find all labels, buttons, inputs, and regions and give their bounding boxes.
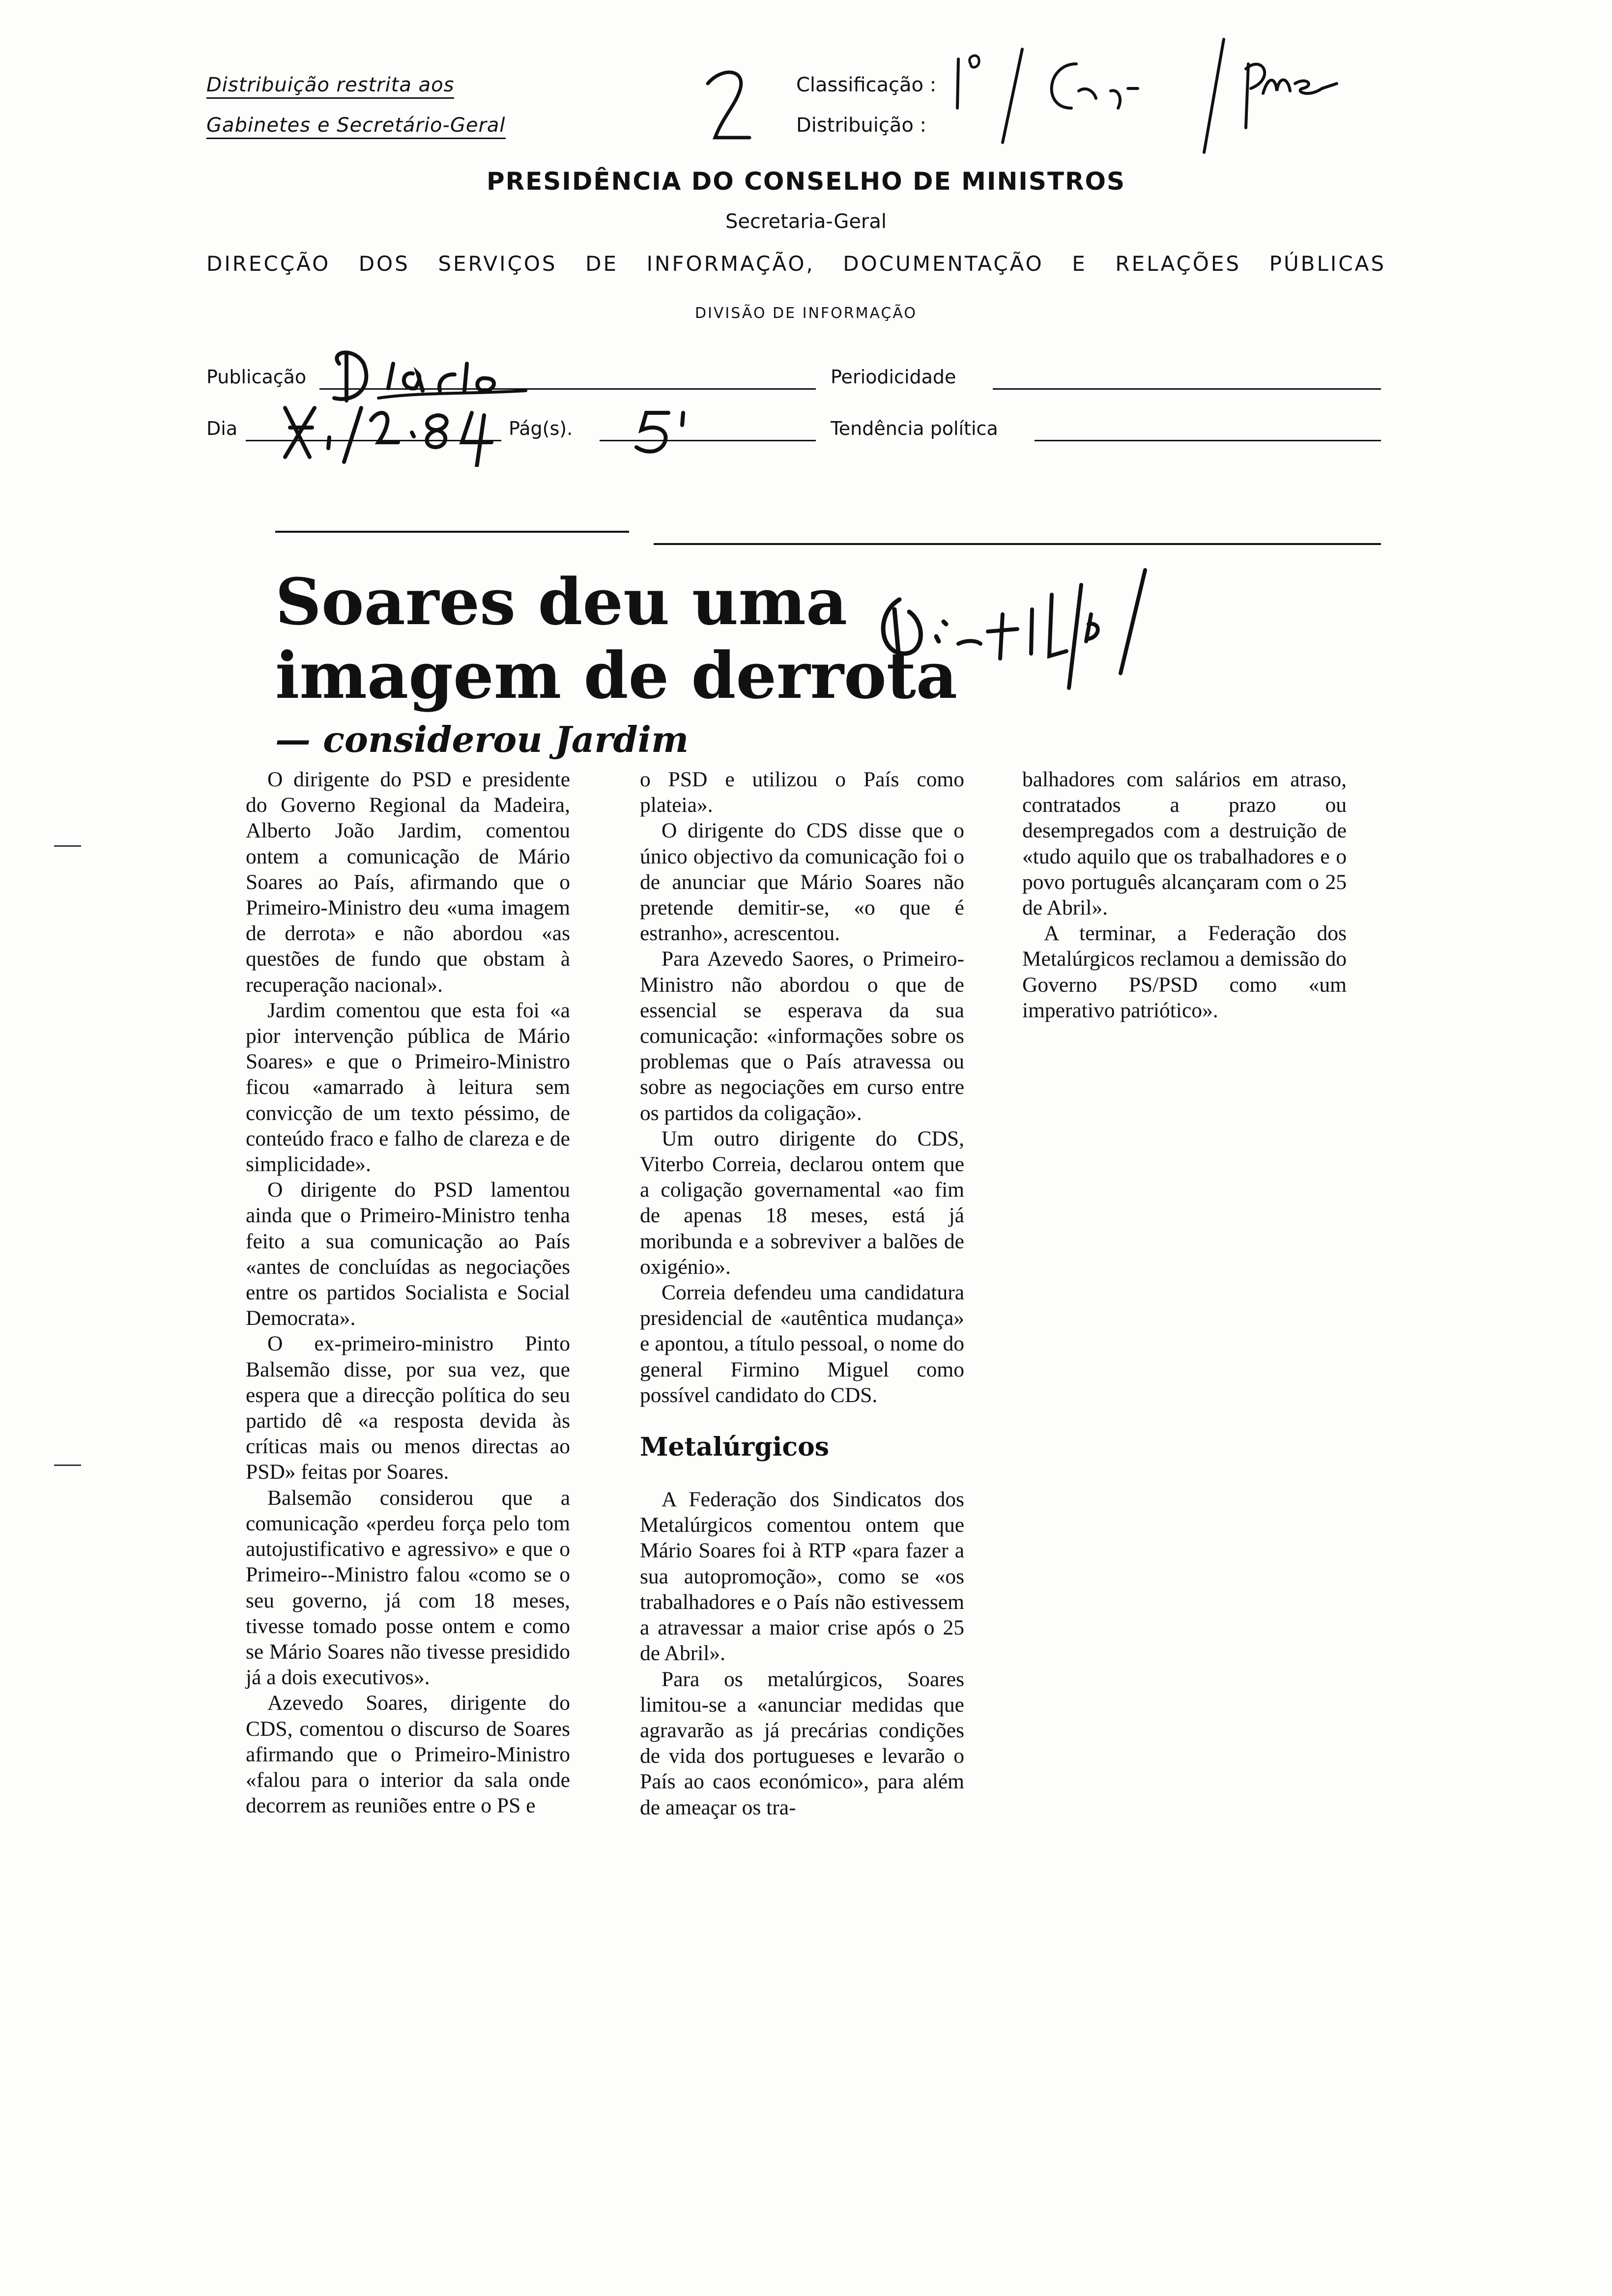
- article-column-2: [640, 767, 964, 1820]
- directorate-title: DIRECÇÃO DOS SERVIÇOS DE INFORMAÇÃO, DOCUMENTAÇÃO E RELAÇÕES PÚBLICAS: [206, 252, 1386, 276]
- article-column-3: [1022, 767, 1347, 1023]
- distribution-label: Distribuição :: [796, 114, 927, 137]
- periodicity-line: [993, 388, 1381, 390]
- presidency-title: PRESIDÊNCIA DO CONSELHO DE MINISTROS: [486, 167, 1126, 196]
- restriction-line-2: Gabinetes e Secretário-Geral: [206, 114, 506, 137]
- paragraph: O dirigente do PSD lamentou ainda que o Primeiro-Ministro tenha feito a sua comunicação ao País «antes de concluídas as negociações entre os partidos Socialista e Social Democrata».: [246, 1178, 570, 1330]
- pages-label: Pág(s).: [509, 418, 573, 439]
- handwritten-reference: [845, 555, 1288, 732]
- handwritten-day: [256, 393, 531, 467]
- paragraph: Azevedo Soares, dirigente do CDS, comentou o discurso de Soares afirmando que o Primeiro-Ministro «falou para o interior da sala onde decorrem as reuniões entre o PS e: [246, 1691, 570, 1818]
- paragraph: Para os metalúrgicos, Soares limitou-se a «anunciar medidas que agravarão as já precárias condições de vida dos portugueses e levarão o País ao caos económico», para além de ameaçar os tra-: [640, 1667, 964, 1819]
- rule-left: [275, 531, 629, 533]
- paragraph: Para Azevedo Saores, o Primeiro-Ministro não abordou o que de essencial se esperava da sua comunicação: «informações sobre os problemas que o País atravessa ou sobre as negociações em curso entre os partidos da coligação».: [640, 947, 964, 1125]
- tendency-label: Tendência política: [831, 418, 998, 439]
- publication-label: Publicação: [206, 366, 307, 388]
- day-label: Dia: [206, 418, 238, 439]
- secretariat-title: Secretaria-Geral: [725, 210, 887, 233]
- paragraph: A terminar, a Federação dos Metalúrgicos reclamou a demissão do Governo PS/PSD como «um imperativo patriótico».: [1022, 921, 1347, 1022]
- article-column-1: [246, 767, 570, 1818]
- handwritten-code: [693, 64, 767, 147]
- paragraph: Balsemão considerou que a comunicação «perdeu força pelo tom autojustificativo e agressivo» e que o Primeiro--Ministro falou «como se o seu governo, já com 18 meses, tivesse tomado posse ontem e como se Mário Soares não tivesse presidido já a dois executivos».: [246, 1486, 570, 1690]
- paragraph: A Federação dos Sindicatos dos Metalúrgicos comentou ontem que Mário Soares foi à RTP «para fazer a sua autopromoção», como se «os trabalhadores e o País não estivessem a atravessar a maior crise após o 25 de Abril».: [640, 1488, 964, 1665]
- paragraph: Correia defendeu uma candidatura presidencial de «autêntica mudança» e apontou, a título pessoal, o nome do general Firmino Miguel como possível candidato do CDS.: [640, 1281, 964, 1407]
- paragraph: O dirigente do PSD e presidente do Governo Regional da Madeira, Alberto João Jardim, comentou ontem a comunicação de Mário Soares ao País, afirmando que o Primeiro-Ministro deu «uma imagem de derrota» e não abordou «as questões de fundo que obstam à recuperação nacional».: [246, 768, 570, 997]
- margin-mark: [54, 1464, 81, 1466]
- paragraph-continued: balhadores com salários em atraso, contratados a prazo ou desempregados com a destruição de «tudo aquilo que os trabalhadores e o povo português alcançaram com o 25 de Abril».: [1022, 768, 1347, 920]
- restriction-line-1: Distribuição restrita aos: [206, 74, 454, 96]
- paragraph: Um outro dirigente do CDS, Viterbo Correia, declarou ontem que a coligação governamental «ao fim de apenas 18 meses, está já moribunda e a sobreviver a balões de oxigénio».: [640, 1126, 964, 1279]
- rule-right: [654, 543, 1381, 545]
- headline: Soares deu uma imagem de derrota: [275, 564, 958, 713]
- section-heading: Metalúrgicos: [640, 1432, 830, 1463]
- subheadline: — considerou Jardim: [275, 718, 689, 760]
- paragraph: Jardim comentou que esta foi «a pior intervenção pública de Mário Soares» e que o Primeiro-Ministro ficou «amarrado à leitura sem convicção de um texto péssimo, de conteúdo fraco e falho de clareza e de simplicidade».: [246, 998, 570, 1177]
- classification-label: Classificação :: [796, 74, 937, 96]
- periodicity-label: Periodicidade: [831, 366, 956, 388]
- division-title: DIVISÃO DE INFORMAÇÃO: [694, 305, 918, 322]
- handwritten-pages: [619, 398, 703, 457]
- handwritten-classification: [949, 29, 1391, 157]
- paragraph: O dirigente do CDS disse que o único objectivo da comunicação foi o de anunciar que Mário Soares não pretende demitir-se, «o que é estranho», acrescentou.: [640, 819, 964, 946]
- paragraph: O ex-primeiro-ministro Pinto Balsemão disse, por sua vez, que espera que a direcção política do seu partido dê «a resposta devida às críticas mais ou menos directas ao PSD» feitas por Soares.: [246, 1332, 570, 1484]
- paragraph-continued: o PSD e utilizou o País como plateia».: [640, 768, 964, 817]
- margin-mark: [54, 845, 81, 847]
- tendency-line: [1035, 440, 1381, 441]
